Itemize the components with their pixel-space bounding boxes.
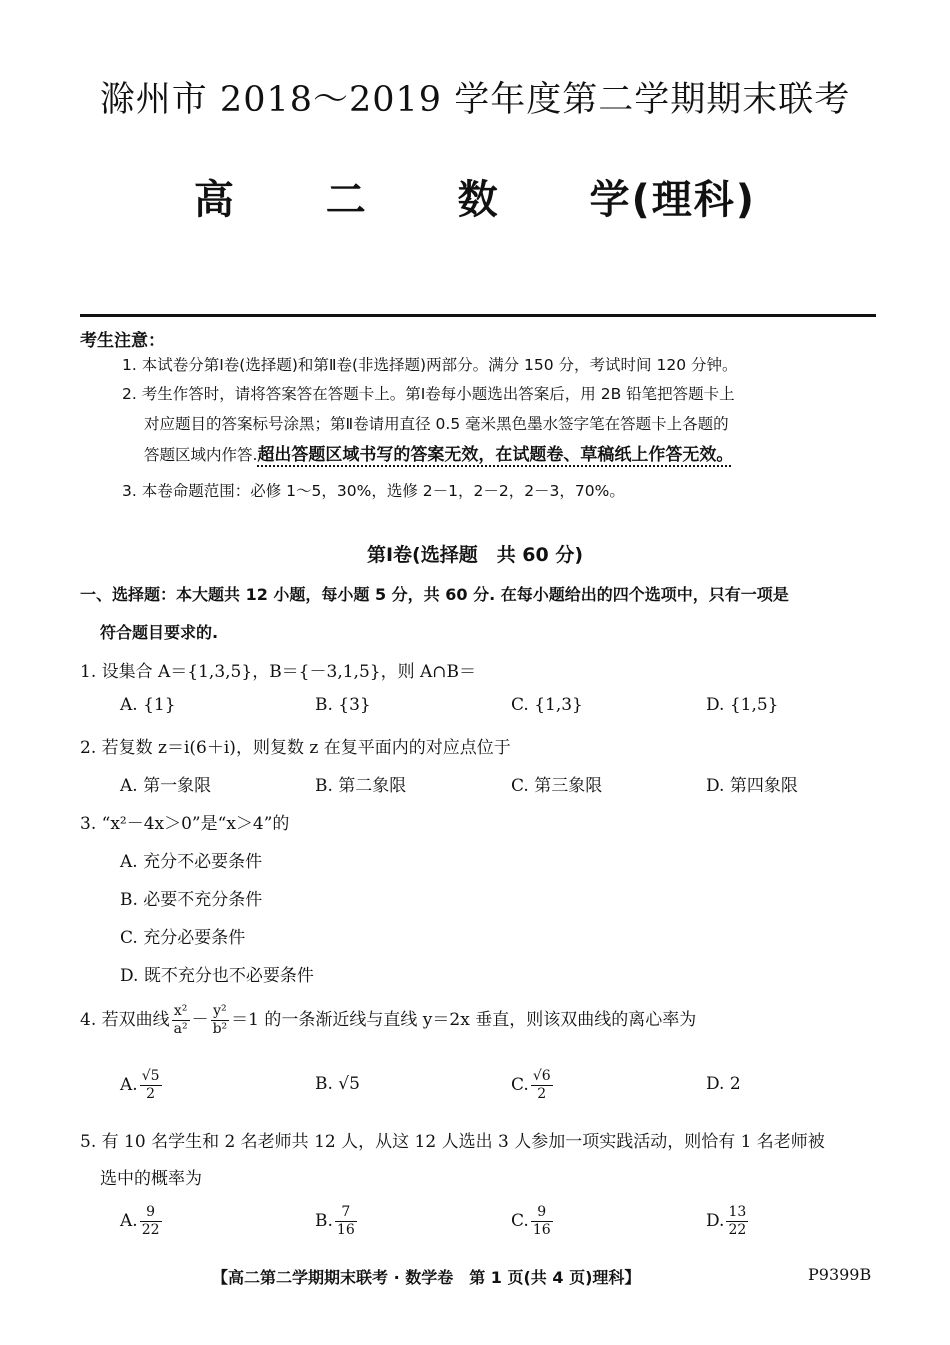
fraction bbox=[335, 1204, 357, 1239]
page-footer: 【高二第二学期期末联考 · 数学卷 第 1 页(共 4 页)理科】 bbox=[212, 1268, 641, 1287]
question-5-stem-line-2: 选中的概率为 bbox=[100, 1169, 202, 1189]
fraction-sqrt6-over-2 bbox=[531, 1068, 553, 1103]
fraction-denominator: 16 bbox=[532, 1222, 551, 1238]
fraction bbox=[531, 1204, 553, 1239]
question-5-option-d bbox=[706, 1200, 750, 1242]
fraction-sqrt5-over-2 bbox=[140, 1068, 162, 1103]
fraction-numerator: √5 bbox=[141, 1068, 160, 1084]
notice-heading: 考生注意： bbox=[80, 331, 165, 351]
option-label: B. bbox=[315, 1211, 333, 1231]
question-4-option-b: B. √5 bbox=[315, 1074, 360, 1094]
notice-item-2-line-2: 对应题目的答案标号涂黑；第Ⅱ卷请用直径 0.5 毫米黑色墨水签字笔在答题卡上各题的 bbox=[144, 415, 729, 433]
question-5-stem-line-1: 5. 有 10 名学生和 2 名老师共 12 人，从这 12 人选出 3 人参加一项实践活动，则恰有 1 名老师被 bbox=[80, 1132, 825, 1152]
subject-char: 学(理科) bbox=[589, 177, 757, 223]
fraction-numerator: 7 bbox=[335, 1204, 357, 1222]
notice-emphasis-text: 超出答题区域书写的答案无效，在试题卷、草稿纸上作答无效。 bbox=[257, 445, 734, 465]
fraction-denominator: 2 bbox=[537, 1086, 547, 1102]
fraction-numerator: 13 bbox=[728, 1204, 747, 1220]
fraction-numerator: x² bbox=[172, 1003, 190, 1021]
option-label: C. bbox=[511, 1075, 529, 1095]
question-1-option-c: C. {1,3} bbox=[511, 695, 583, 715]
fraction-denominator: 16 bbox=[336, 1222, 355, 1238]
option-label: A. bbox=[120, 1075, 138, 1095]
question-3-option-b: B. 必要不充分条件 bbox=[120, 890, 263, 910]
subject-char: 二 bbox=[325, 177, 368, 223]
exam-title: 滁州市 2018～2019 学年度第二学期期末联考 bbox=[99, 80, 851, 120]
fraction-x2-over-a2 bbox=[172, 1003, 190, 1038]
subject-char: 数 bbox=[457, 177, 500, 223]
question-2-option-b: B. 第二象限 bbox=[315, 776, 407, 796]
fraction-denominator: 22 bbox=[141, 1222, 160, 1238]
option-label: D. bbox=[706, 1211, 725, 1231]
fraction-denominator: b² bbox=[212, 1021, 228, 1037]
fraction-denominator: 22 bbox=[728, 1222, 747, 1238]
notice-item-3: 3. 本卷命题范围：必修 1～5，30%，选修 2－1，2－2，2－3，70%。 bbox=[122, 482, 625, 500]
fraction-numerator: y² bbox=[211, 1003, 230, 1021]
question-4-stem-post: ＝1 的一条渐近线与直线 y＝2x 垂直，则该双曲线的离心率为 bbox=[231, 1010, 697, 1030]
section-title: 第Ⅰ卷(选择题 共 60 分) bbox=[366, 544, 584, 566]
question-4-option-a bbox=[120, 1064, 164, 1106]
question-4-stem bbox=[80, 1000, 876, 1040]
question-3-option-c: C. 充分必要条件 bbox=[120, 928, 246, 948]
question-4-stem-pre: 4. 若双曲线 bbox=[80, 1010, 170, 1030]
notice-item-2-line-1: 2. 考生作答时，请将答案答在答题卡上。第Ⅰ卷每小题选出答案后，用 2B 铅笔把答题卡上 bbox=[122, 385, 735, 403]
minus-sign: － bbox=[191, 1010, 209, 1030]
question-1-option-b: B. {3} bbox=[315, 695, 371, 715]
fraction-denominator: a² bbox=[173, 1021, 188, 1037]
question-2-option-c: C. 第三象限 bbox=[511, 776, 603, 796]
fraction bbox=[726, 1204, 748, 1239]
question-1-stem: 1. 设集合 A＝{1,3,5}，B＝{－3,1,5}，则 A∩B＝ bbox=[80, 662, 476, 682]
question-4-option-d: D. 2 bbox=[706, 1074, 741, 1094]
question-5-option-c bbox=[511, 1200, 555, 1242]
question-1-option-a: A. {1} bbox=[120, 695, 176, 715]
option-label: C. bbox=[511, 1211, 529, 1231]
question-3-option-a: A. 充分不必要条件 bbox=[120, 852, 263, 872]
question-3-stem: 3. “x²－4x＞0”是“x＞4”的 bbox=[80, 814, 290, 834]
question-1-option-d: D. {1,5} bbox=[706, 695, 779, 715]
fraction-y2-over-b2 bbox=[211, 1003, 230, 1038]
subject-title bbox=[0, 168, 950, 225]
header-divider bbox=[80, 314, 876, 317]
fraction bbox=[140, 1204, 162, 1239]
fraction-numerator: √6 bbox=[532, 1068, 551, 1084]
notice-item-1: 1. 本试卷分第Ⅰ卷(选择题)和第Ⅱ卷(非选择题)两部分。满分 150 分，考试时间 120 分钟。 bbox=[122, 356, 738, 374]
part-instructions-line-1: 一、选择题：本大题共 12 小题，每小题 5 分，共 60 分. 在每小题给出的四个选项中，只有一项是 bbox=[80, 585, 789, 604]
fraction-numerator: 9 bbox=[531, 1204, 553, 1222]
question-2-option-d: D. 第四象限 bbox=[706, 776, 798, 796]
option-label: A. bbox=[120, 1211, 138, 1231]
notice-item-2-line-3 bbox=[144, 442, 874, 468]
question-3-option-d: D. 既不充分也不必要条件 bbox=[120, 966, 314, 986]
question-5-option-a bbox=[120, 1200, 164, 1242]
notice-plain-text: 答题区域内作答. bbox=[144, 446, 258, 464]
fraction-denominator: 2 bbox=[146, 1086, 156, 1102]
question-5-option-b bbox=[315, 1200, 359, 1242]
question-2-option-a: A. 第一象限 bbox=[120, 776, 212, 796]
part-instructions-line-2: 符合题目要求的. bbox=[100, 623, 219, 642]
subject-char: 高 bbox=[193, 177, 236, 223]
paper-code: P9399B bbox=[808, 1265, 872, 1284]
question-2-stem: 2. 若复数 z＝i(6＋i)，则复数 z 在复平面内的对应点位于 bbox=[80, 738, 511, 758]
question-4-option-c bbox=[511, 1064, 555, 1106]
fraction-numerator: 9 bbox=[140, 1204, 162, 1222]
